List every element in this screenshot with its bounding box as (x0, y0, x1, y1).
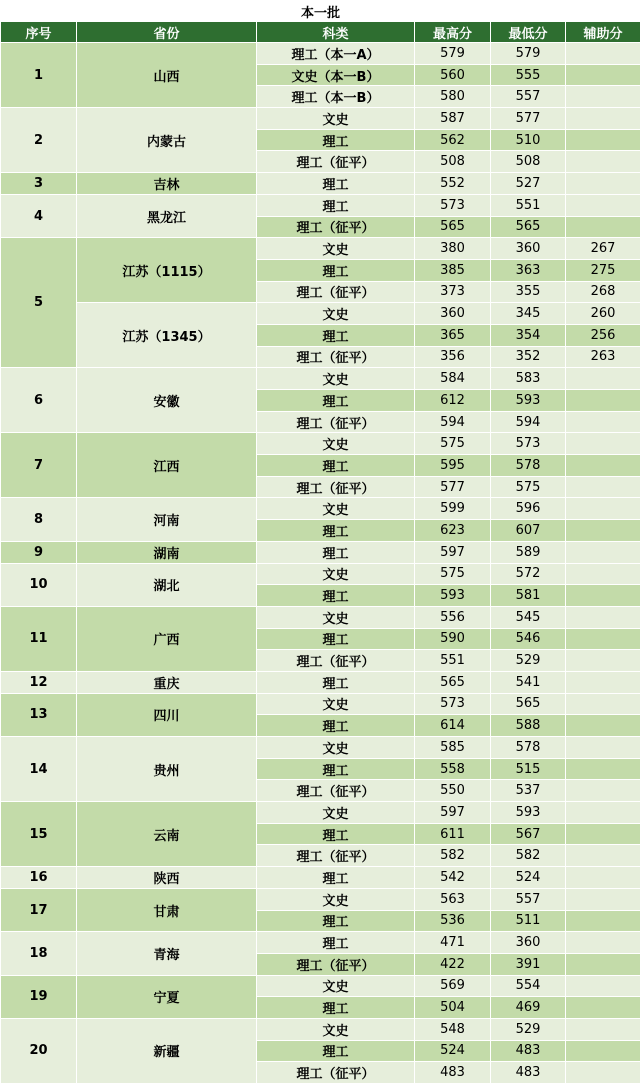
subject-cell: 理工（征平） (257, 346, 415, 368)
min-score-cell: 567 (491, 823, 566, 845)
subject-cell: 理工（征平） (257, 476, 415, 498)
table-row (1, 932, 640, 954)
subject-cell: 理工（征平） (257, 281, 415, 303)
aux-score-cell: 260 (566, 303, 640, 325)
subject-cell: 理工 (257, 867, 415, 889)
row-number: 1 (1, 43, 77, 108)
max-score-cell: 565 (415, 216, 491, 238)
subject-cell: 文史 (257, 433, 415, 455)
max-score-cell: 562 (415, 129, 491, 151)
subject-cell: 理工（征平） (257, 650, 415, 672)
min-score-cell: 557 (491, 86, 566, 108)
max-score-cell: 594 (415, 411, 491, 433)
min-score-cell: 352 (491, 346, 566, 368)
aux-score-cell (566, 715, 640, 737)
aux-score-cell (566, 173, 640, 195)
aux-score-cell (566, 476, 640, 498)
row-number: 13 (1, 693, 77, 736)
aux-score-cell (566, 390, 640, 412)
min-score-cell: 354 (491, 324, 566, 346)
table-row (1, 433, 640, 455)
table-row (1, 194, 640, 216)
max-score-cell: 565 (415, 671, 491, 693)
province-cell: 广西 (77, 606, 257, 671)
row-number: 15 (1, 802, 77, 867)
province-cell: 湖北 (77, 563, 257, 606)
subject-cell: 文史 (257, 238, 415, 260)
aux-score-cell (566, 563, 640, 585)
aux-score-cell: 263 (566, 346, 640, 368)
subject-cell: 理工 (257, 997, 415, 1019)
min-score-cell: 391 (491, 953, 566, 975)
max-score-cell: 365 (415, 324, 491, 346)
subject-cell: 文史 (257, 802, 415, 824)
aux-score-cell (566, 997, 640, 1019)
max-score-cell: 599 (415, 498, 491, 520)
aux-score-cell (566, 216, 640, 238)
aux-score-cell: 268 (566, 281, 640, 303)
aux-score-cell: 275 (566, 259, 640, 281)
aux-score-cell (566, 129, 640, 151)
max-score-cell: 380 (415, 238, 491, 260)
max-score-cell: 524 (415, 1040, 491, 1062)
min-score-cell: 545 (491, 606, 566, 628)
row-number: 2 (1, 108, 77, 173)
subject-cell: 文史 (257, 303, 415, 325)
province-cell: 江苏（1345） (77, 303, 257, 368)
aux-score-cell (566, 86, 640, 108)
max-score-cell: 536 (415, 910, 491, 932)
min-score-cell: 515 (491, 758, 566, 780)
max-score-cell: 504 (415, 997, 491, 1019)
aux-score-cell (566, 845, 640, 867)
max-score-cell: 573 (415, 693, 491, 715)
subject-cell: 文史 (257, 563, 415, 585)
min-score-cell: 588 (491, 715, 566, 737)
aux-score-cell (566, 888, 640, 910)
min-score-cell: 593 (491, 802, 566, 824)
min-score-cell: 577 (491, 108, 566, 130)
province-cell: 江西 (77, 433, 257, 498)
province-cell: 江苏（1115） (77, 238, 257, 303)
subject-cell: 理工（征平） (257, 845, 415, 867)
subject-cell: 文史 (257, 606, 415, 628)
aux-score-cell (566, 1018, 640, 1040)
min-score-cell: 583 (491, 368, 566, 390)
aux-score-cell (566, 867, 640, 889)
aux-score-cell (566, 758, 640, 780)
subject-cell: 文史 (257, 498, 415, 520)
subject-cell: 理工（本一A） (257, 43, 415, 65)
max-score-cell: 597 (415, 802, 491, 824)
min-score-cell: 527 (491, 173, 566, 195)
province-cell: 甘肃 (77, 888, 257, 931)
subject-cell: 理工 (257, 715, 415, 737)
aux-score-cell (566, 606, 640, 628)
subject-cell: 理工 (257, 173, 415, 195)
aux-score-cell (566, 43, 640, 65)
aux-score-cell (566, 1062, 640, 1084)
max-score-cell: 623 (415, 520, 491, 542)
table-row (1, 975, 640, 997)
subject-cell: 文史 (257, 1018, 415, 1040)
row-number: 12 (1, 671, 77, 693)
province-cell: 新疆 (77, 1018, 257, 1083)
province-cell: 重庆 (77, 671, 257, 693)
min-score-cell: 565 (491, 693, 566, 715)
min-score-cell: 541 (491, 671, 566, 693)
row-number: 20 (1, 1018, 77, 1083)
table-row (1, 563, 640, 585)
aux-score-cell (566, 650, 640, 672)
max-score-cell: 614 (415, 715, 491, 737)
max-score-cell: 573 (415, 194, 491, 216)
max-score-cell: 575 (415, 563, 491, 585)
max-score-cell: 587 (415, 108, 491, 130)
row-number: 9 (1, 541, 77, 563)
min-score-cell: 529 (491, 650, 566, 672)
subject-cell: 理工 (257, 823, 415, 845)
max-score-cell: 508 (415, 151, 491, 173)
min-score-cell: 360 (491, 238, 566, 260)
max-score-cell: 471 (415, 932, 491, 954)
province-cell: 吉林 (77, 173, 257, 195)
aux-score-cell (566, 628, 640, 650)
subject-cell: 理工（征平） (257, 1062, 415, 1084)
aux-score-cell (566, 151, 640, 173)
subject-cell: 理工（本一B） (257, 86, 415, 108)
row-number: 18 (1, 932, 77, 975)
province-cell: 陕西 (77, 867, 257, 889)
max-score-cell: 585 (415, 737, 491, 759)
header-no: 序号 (1, 22, 77, 43)
min-score-cell: 572 (491, 563, 566, 585)
aux-score-cell (566, 823, 640, 845)
aux-score-cell (566, 498, 640, 520)
min-score-cell: 565 (491, 216, 566, 238)
min-score-cell: 594 (491, 411, 566, 433)
province-cell: 宁夏 (77, 975, 257, 1018)
row-number: 19 (1, 975, 77, 1018)
subject-cell: 文史 (257, 108, 415, 130)
max-score-cell: 582 (415, 845, 491, 867)
min-score-cell: 589 (491, 541, 566, 563)
min-score-cell: 557 (491, 888, 566, 910)
subject-cell: 理工 (257, 324, 415, 346)
aux-score-cell (566, 671, 640, 693)
subject-cell: 文史（本一B） (257, 64, 415, 86)
subject-cell: 文史 (257, 888, 415, 910)
max-score-cell: 552 (415, 173, 491, 195)
aux-score-cell (566, 64, 640, 86)
province-cell: 山西 (77, 43, 257, 108)
table-row (1, 43, 640, 65)
aux-score-cell (566, 520, 640, 542)
province-cell: 青海 (77, 932, 257, 975)
table-row (1, 303, 640, 325)
max-score-cell: 584 (415, 368, 491, 390)
table-row (1, 606, 640, 628)
max-score-cell: 569 (415, 975, 491, 997)
subject-cell: 理工 (257, 1040, 415, 1062)
subject-cell: 理工 (257, 628, 415, 650)
min-score-cell: 524 (491, 867, 566, 889)
subject-cell: 理工 (257, 455, 415, 477)
table-row (1, 173, 640, 195)
header-row (1, 22, 640, 43)
aux-score-cell (566, 953, 640, 975)
subject-cell: 理工 (257, 910, 415, 932)
aux-score-cell (566, 411, 640, 433)
province-cell: 安徽 (77, 368, 257, 433)
min-score-cell: 596 (491, 498, 566, 520)
subject-cell: 理工 (257, 541, 415, 563)
aux-score-cell (566, 910, 640, 932)
max-score-cell: 483 (415, 1062, 491, 1084)
min-score-cell: 537 (491, 780, 566, 802)
table-row (1, 671, 640, 693)
subject-cell: 文史 (257, 737, 415, 759)
max-score-cell: 611 (415, 823, 491, 845)
min-score-cell: 579 (491, 43, 566, 65)
max-score-cell: 597 (415, 541, 491, 563)
min-score-cell: 593 (491, 390, 566, 412)
table-row (1, 498, 640, 520)
max-score-cell: 548 (415, 1018, 491, 1040)
table-row (1, 238, 640, 260)
min-score-cell: 355 (491, 281, 566, 303)
max-score-cell: 593 (415, 585, 491, 607)
table-row (1, 888, 640, 910)
province-cell: 河南 (77, 498, 257, 541)
aux-score-cell (566, 932, 640, 954)
table-row (1, 737, 640, 759)
subject-cell: 文史 (257, 368, 415, 390)
subject-cell: 理工 (257, 758, 415, 780)
max-score-cell: 385 (415, 259, 491, 281)
subject-cell: 文史 (257, 693, 415, 715)
max-score-cell: 422 (415, 953, 491, 975)
max-score-cell: 551 (415, 650, 491, 672)
header-subject: 科类 (257, 22, 415, 43)
min-score-cell: 581 (491, 585, 566, 607)
aux-score-cell: 256 (566, 324, 640, 346)
row-number: 6 (1, 368, 77, 433)
min-score-cell: 345 (491, 303, 566, 325)
subject-cell: 文史 (257, 975, 415, 997)
aux-score-cell (566, 693, 640, 715)
max-score-cell: 577 (415, 476, 491, 498)
subject-cell: 理工（征平） (257, 953, 415, 975)
max-score-cell: 373 (415, 281, 491, 303)
aux-score-cell: 267 (566, 238, 640, 260)
min-score-cell: 363 (491, 259, 566, 281)
min-score-cell: 582 (491, 845, 566, 867)
row-number: 14 (1, 737, 77, 802)
min-score-cell: 578 (491, 455, 566, 477)
province-cell: 内蒙古 (77, 108, 257, 173)
min-score-cell: 360 (491, 932, 566, 954)
max-score-cell: 542 (415, 867, 491, 889)
row-number: 4 (1, 194, 77, 237)
min-score-cell: 546 (491, 628, 566, 650)
row-number: 3 (1, 173, 77, 195)
row-number: 7 (1, 433, 77, 498)
table-row (1, 368, 640, 390)
table-row (1, 1018, 640, 1040)
subject-cell: 理工 (257, 259, 415, 281)
aux-score-cell (566, 737, 640, 759)
max-score-cell: 563 (415, 888, 491, 910)
province-cell: 云南 (77, 802, 257, 867)
province-cell: 黑龙江 (77, 194, 257, 237)
min-score-cell: 469 (491, 997, 566, 1019)
row-number: 5 (1, 238, 77, 368)
subject-cell: 理工 (257, 671, 415, 693)
aux-score-cell (566, 780, 640, 802)
min-score-cell: 555 (491, 64, 566, 86)
subject-cell: 理工（征平） (257, 411, 415, 433)
header-province: 省份 (77, 22, 257, 43)
row-number: 11 (1, 606, 77, 671)
max-score-cell: 560 (415, 64, 491, 86)
max-score-cell: 580 (415, 86, 491, 108)
subject-cell: 理工 (257, 520, 415, 542)
row-number: 10 (1, 563, 77, 606)
min-score-cell: 573 (491, 433, 566, 455)
table-row (1, 867, 640, 889)
min-score-cell: 554 (491, 975, 566, 997)
province-cell: 湖南 (77, 541, 257, 563)
min-score-cell: 508 (491, 151, 566, 173)
province-cell: 四川 (77, 693, 257, 736)
header-min-score: 最低分 (491, 22, 566, 43)
min-score-cell: 551 (491, 194, 566, 216)
row-number: 16 (1, 867, 77, 889)
max-score-cell: 356 (415, 346, 491, 368)
min-score-cell: 510 (491, 129, 566, 151)
subject-cell: 理工（征平） (257, 151, 415, 173)
min-score-cell: 575 (491, 476, 566, 498)
aux-score-cell (566, 541, 640, 563)
subject-cell: 理工 (257, 932, 415, 954)
max-score-cell: 575 (415, 433, 491, 455)
table-row (1, 108, 640, 130)
table-row (1, 693, 640, 715)
province-cell: 贵州 (77, 737, 257, 802)
subject-cell: 理工 (257, 390, 415, 412)
header-max-score: 最高分 (415, 22, 491, 43)
aux-score-cell (566, 455, 640, 477)
subject-cell: 理工 (257, 194, 415, 216)
max-score-cell: 550 (415, 780, 491, 802)
subject-cell: 理工（征平） (257, 216, 415, 238)
table-row (1, 541, 640, 563)
max-score-cell: 558 (415, 758, 491, 780)
title-row (1, 1, 640, 22)
table-title: 本一批 (1, 1, 640, 22)
subject-cell: 理工 (257, 585, 415, 607)
aux-score-cell (566, 194, 640, 216)
table-row (1, 802, 640, 824)
aux-score-cell (566, 802, 640, 824)
subject-cell: 理工（征平） (257, 780, 415, 802)
subject-cell: 理工 (257, 129, 415, 151)
max-score-cell: 590 (415, 628, 491, 650)
aux-score-cell (566, 1040, 640, 1062)
max-score-cell: 556 (415, 606, 491, 628)
max-score-cell: 595 (415, 455, 491, 477)
aux-score-cell (566, 433, 640, 455)
min-score-cell: 483 (491, 1062, 566, 1084)
aux-score-cell (566, 975, 640, 997)
max-score-cell: 579 (415, 43, 491, 65)
min-score-cell: 529 (491, 1018, 566, 1040)
row-number: 8 (1, 498, 77, 541)
min-score-cell: 483 (491, 1040, 566, 1062)
max-score-cell: 612 (415, 390, 491, 412)
aux-score-cell (566, 108, 640, 130)
min-score-cell: 511 (491, 910, 566, 932)
aux-score-cell (566, 585, 640, 607)
header-aux-score: 辅助分 (566, 22, 640, 43)
aux-score-cell (566, 368, 640, 390)
min-score-cell: 578 (491, 737, 566, 759)
min-score-cell: 607 (491, 520, 566, 542)
row-number: 17 (1, 888, 77, 931)
max-score-cell: 360 (415, 303, 491, 325)
